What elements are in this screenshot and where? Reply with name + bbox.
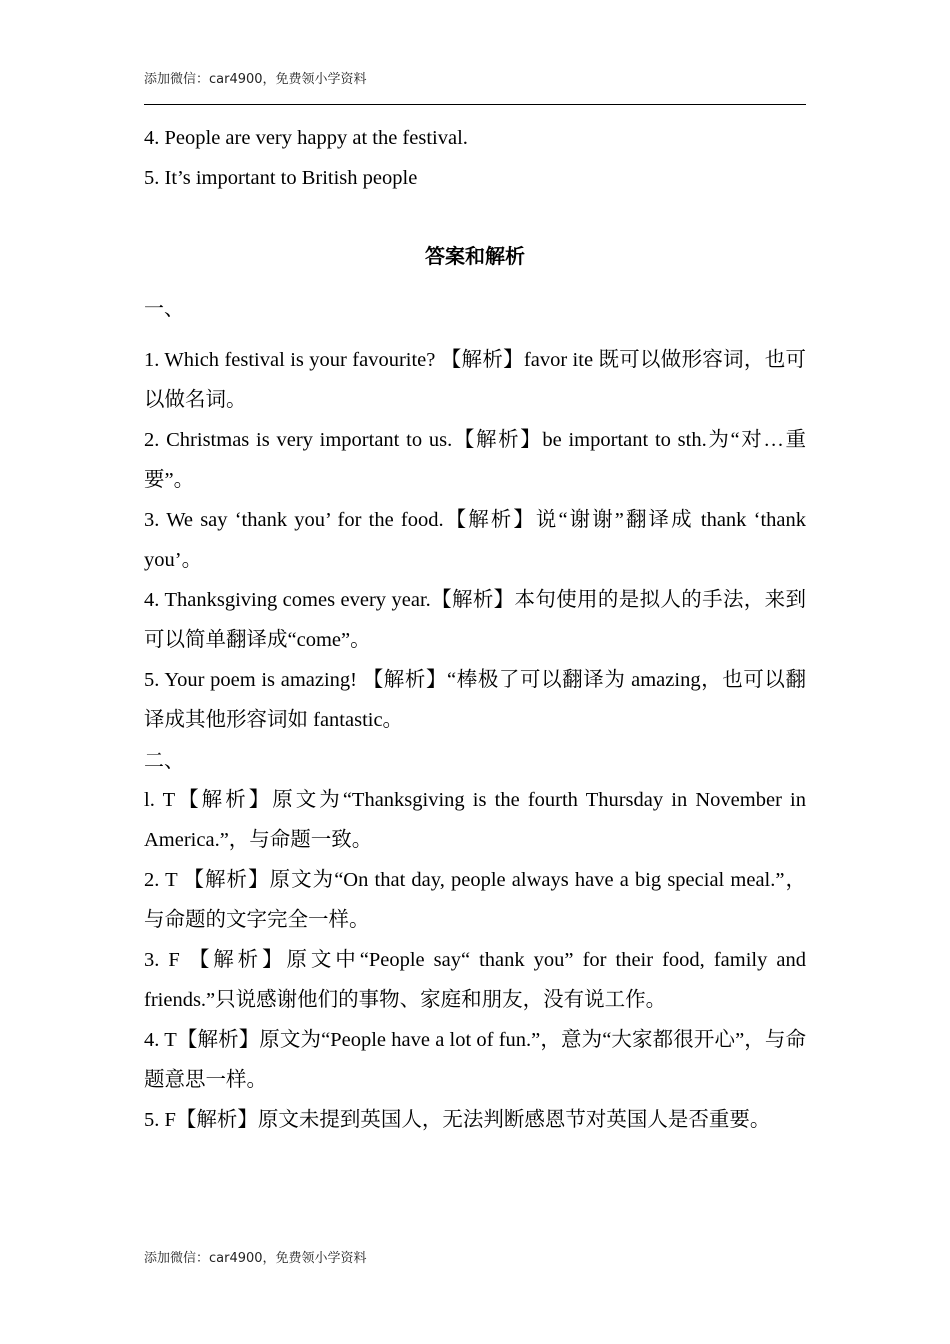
section-2-answer-3: 3. F 【解析】原文中“People say“ thank you” for their food, family and friends.”只说感谢他们的事物、家庭和朋友，没有说工作。	[144, 949, 806, 1011]
section-1-label: 一、	[144, 296, 184, 320]
header-divider	[144, 104, 806, 105]
section-1-answer-4: 4. Thanksgiving comes every year.【解析】本句使用的是拟人的手法，来到可以简单翻译成“come”。	[144, 589, 806, 651]
section-2-answer-4: 4. T【解析】原文为“People have a lot of fun.”，意为“大家都很开心”，与命题意思一样。	[144, 1029, 806, 1091]
document-body	[144, 118, 806, 1140]
page-header: 添加微信：car4900，免费领小学资料	[144, 72, 367, 87]
section-2-answer-5: 5. F【解析】原文未提到英国人，无法判断感恩节对英国人是否重要。	[144, 1109, 771, 1131]
question-line-5: 5. It’s important to British people	[144, 167, 418, 189]
section-2-answer-1: l. T【解析】原文为“Thanksgiving is the fourth Thursday in November in America.”，与命题一致。	[144, 789, 806, 851]
answer-title: 答案和解析	[425, 244, 525, 268]
section-1-answer-3: 3. We say ‘thank you’ for the food.【解析】说“谢谢”翻译成 thank ‘thank you’。	[144, 509, 806, 571]
section-1-answer-5: 5. Your poem is amazing! 【解析】“棒极了可以翻译为 amazing，也可以翻译成其他形容词如 fantastic。	[144, 669, 806, 731]
section-2-answer-2: 2. T 【解析】原文为“On that day, people always have a big special meal.”，与命题的文字完全一样。	[144, 869, 806, 931]
section-2-label: 二、	[144, 748, 184, 772]
section-1-answer-2: 2. Christmas is very important to us.【解析】be important to sth.为“对…重要”。	[144, 429, 806, 491]
page-footer: 添加微信：car4900，免费领小学资料	[144, 1251, 367, 1266]
question-line-4: 4. People are very happy at the festival.	[144, 127, 468, 149]
section-1-answer-1: 1. Which festival is your favourite? 【解析】favor ite 既可以做形容词，也可以做名词。	[144, 349, 806, 411]
